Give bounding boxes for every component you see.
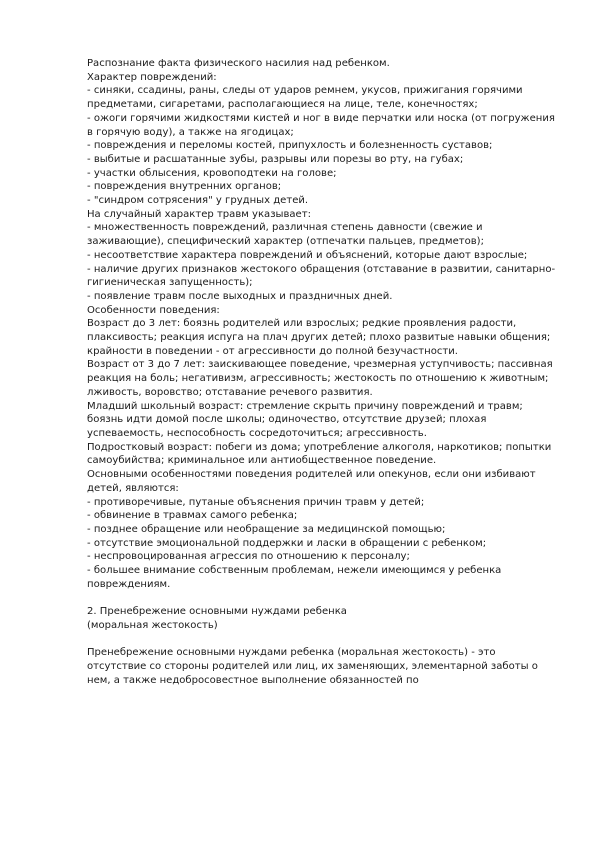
- list-item: - появление травм после выходных и праздничных дней.: [87, 290, 393, 302]
- paragraph-junior-school: Младший школьный возраст: стремление скрыть причину повреждений и травм; боязнь идти домой после школы; одиночество, отсутствие друзей; плохая успеваемость, неспособность сосредоточиться; агрессивность.: [87, 400, 523, 439]
- section-2-heading: 2. Пренебрежение основными нуждами ребенка: [87, 606, 347, 618]
- list-item: - множественность повреждений, различная степень давности (свежие и заживающие), специфический характер (отпечатки пальцев, предметов);: [87, 222, 484, 248]
- paragraph-accidental-heading: На случайный характер травм указывает:: [87, 208, 311, 220]
- list-item: - повреждения внутренних органов;: [87, 181, 282, 193]
- list-item: - повреждения и переломы костей, припухлость и болезненность суставов;: [87, 140, 493, 152]
- paragraph-parents-heading: Основными особенностями поведения родителей или опекунов, если они избивают детей, являются:: [87, 469, 536, 494]
- list-item: - позднее обращение или необращение за медицинской помощью;: [87, 523, 446, 535]
- paragraph-teen: Подростковый возраст: побеги из дома; употребление алкоголя, наркотиков; попытки самоубийства; криминальное или антиобщественное поведение.: [87, 441, 552, 467]
- list-item: - выбитые и расшатанные зубы, разрывы или порезы во рту, на губах;: [87, 153, 464, 165]
- list-item: - синяки, ссадины, раны, следы от ударов ремнем, укусов, прижигания горячими предметами, сигаретами, располагающиеся на лице, теле, конечностях;: [87, 85, 523, 111]
- list-item: - наличие других признаков жестокого обращения (отставание в развитии, санитарно-гигиеническая запущенность);: [87, 263, 556, 289]
- paragraph-age-3-7: Возраст от 3 до 7 лет: заискивающее поведение, чрезмерная уступчивость; пассивная реакция на боль; негативизм, агрессивность; жестокость по отношению к животным; лживость, воровство; отставание речевого развития.: [87, 359, 553, 398]
- paragraph-injury-heading: Характер повреждений:: [87, 71, 217, 83]
- paragraph-age-under-3: Возраст до 3 лет: боязнь родителей или взрослых; редкие проявления радости, плаксивость; реакция испуга на плач других детей; плохо развитые навыки общения; крайности в поведении - от агрессивности до полной безучастности.: [87, 318, 551, 357]
- section-2-subheading: (моральная жестокость): [87, 619, 218, 631]
- blank-line: [87, 633, 557, 647]
- document-page: [87, 57, 557, 687]
- blank-line: [87, 591, 557, 605]
- list-item: - неспровоцированная агрессия по отношению к персоналу;: [87, 551, 410, 563]
- paragraph-behavior-heading: Особенности поведения:: [87, 304, 220, 316]
- list-item: - большее внимание собственным проблемам, нежели имеющимся у ребенка повреждениям.: [87, 565, 502, 590]
- list-item: - ожоги горячими жидкостями кистей и ног в виде перчатки или носка (от погружения в горячую воду), а также на ягодицах;: [87, 112, 555, 138]
- list-item: - отсутствие эмоциональной поддержки и ласки в обращении с ребенком;: [87, 537, 487, 549]
- list-item: - участки облысения, кровоподтеки на голове;: [87, 167, 337, 179]
- list-item: - несоответствие характера повреждений и объяснений, которые дают взрослые;: [87, 249, 528, 261]
- list-item: - противоречивые, путаные объяснения причин травм у детей;: [87, 496, 425, 508]
- list-item: - "синдром сотрясения" у грудных детей.: [87, 195, 309, 207]
- list-item: - обвинение в травмах самого ребенка;: [87, 510, 298, 522]
- section-2-paragraph: Пренебрежение основными нуждами ребенка (моральная жестокость) - это отсутствие со стороны родителей или лиц, их заменяющих, элементарной заботы о нем, а также недобросовестное выполнение обязанностей по: [87, 647, 538, 686]
- document-title: Распознание факта физического насилия над ребенком.: [87, 58, 390, 69]
